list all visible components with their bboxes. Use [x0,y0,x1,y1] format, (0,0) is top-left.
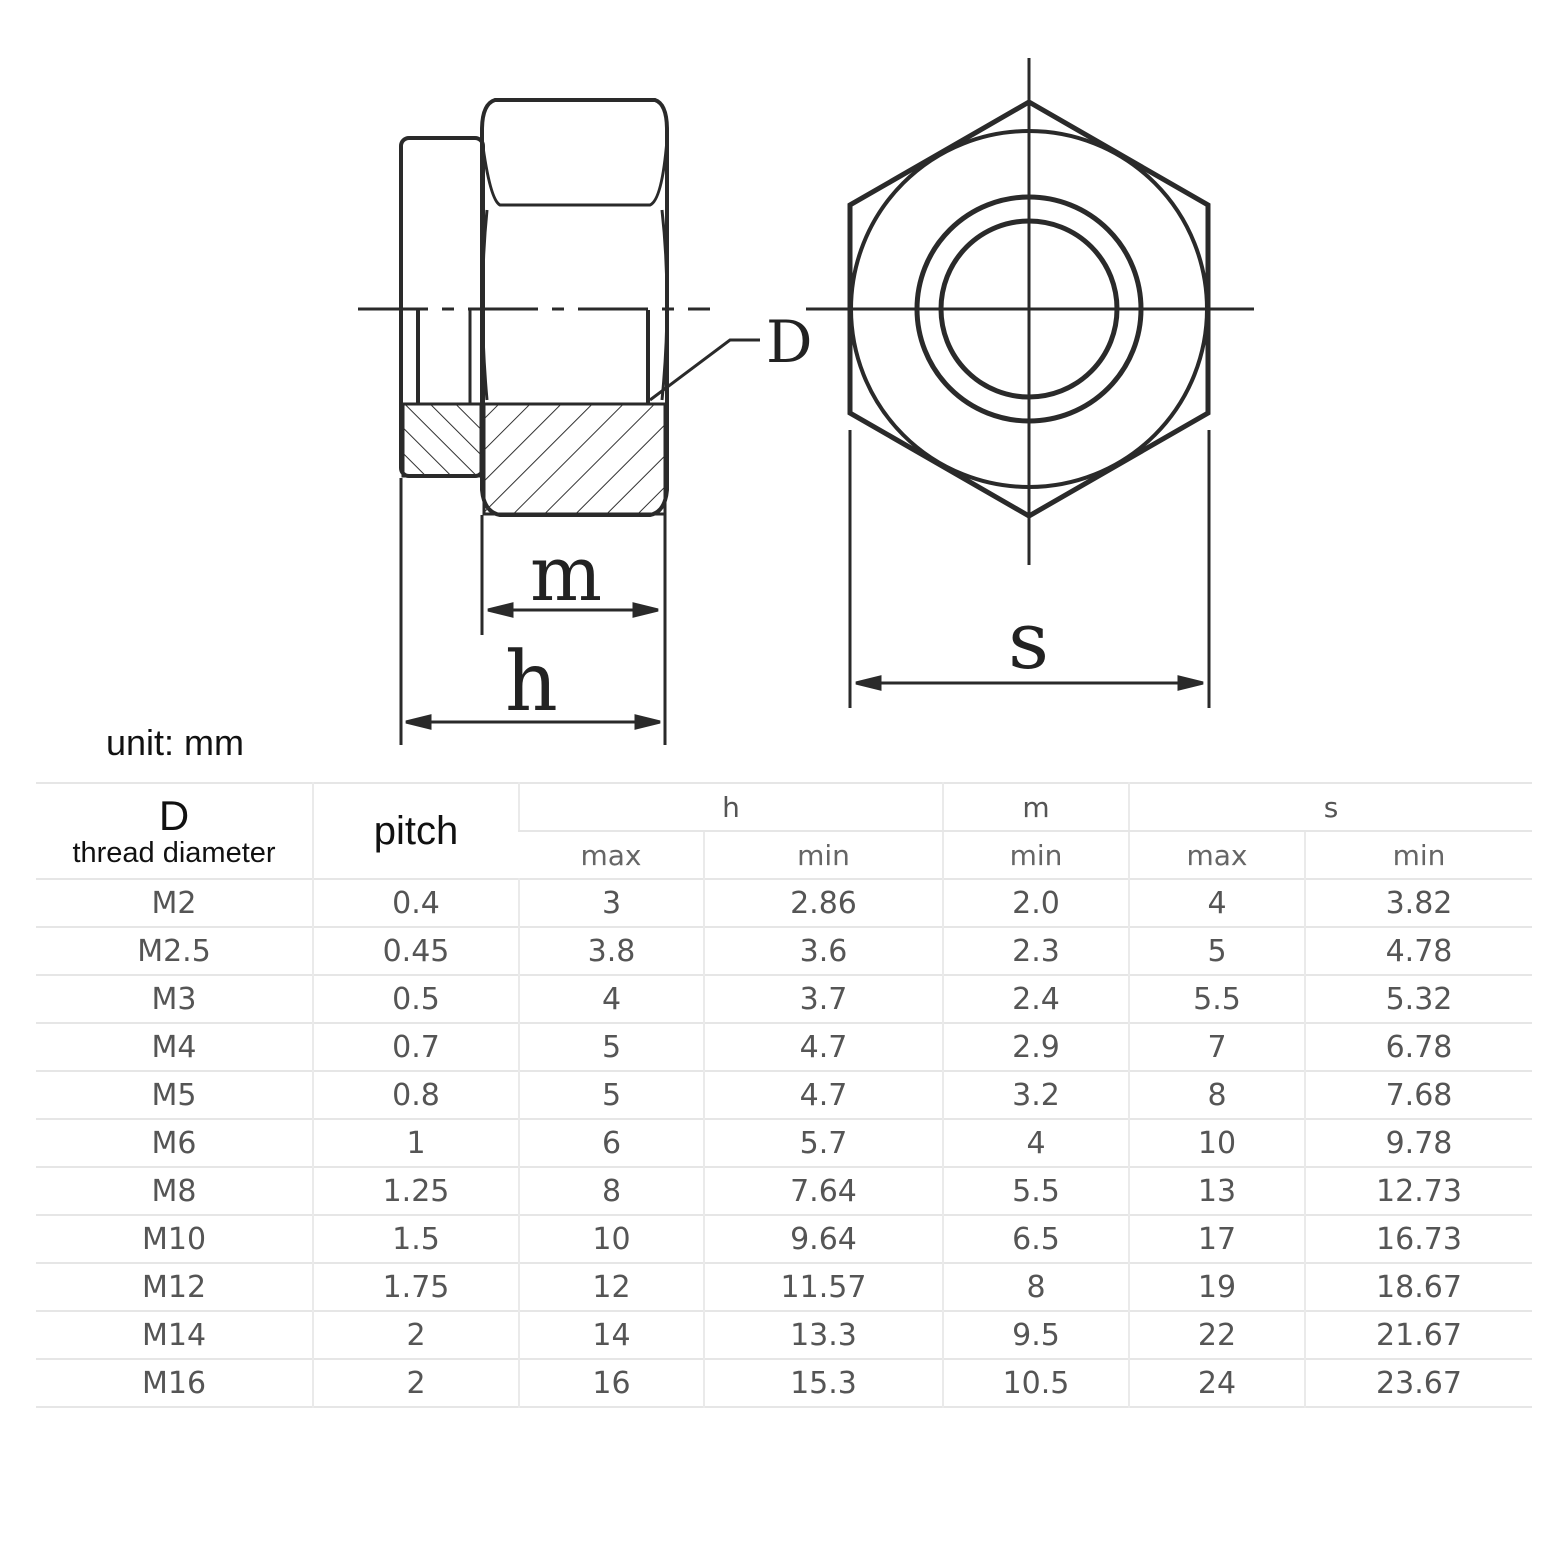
cell-s-max: 10 [1129,1119,1305,1167]
cell-s-max: 22 [1129,1311,1305,1359]
table-row [36,1311,1532,1359]
cell-h-min: 9.64 [704,1215,943,1263]
cell-thread-size: M8 [151,1173,197,1209]
header-pitch: pitch [313,783,519,879]
h-dimension-label: h [505,635,558,730]
cell-s-min: 9.78 [1305,1119,1532,1167]
cell-h-min: 4.7 [704,1071,943,1119]
cell-m-min: 4 [943,1119,1129,1167]
cell-thread-size: M2.5 [137,933,211,969]
cell-m-min: 10.5 [943,1359,1129,1407]
table-row [36,1215,1532,1263]
header-h: h [519,783,943,831]
header-s: s [1129,783,1532,831]
cell-pitch: 1.5 [313,1215,519,1263]
cell-thread-size: M4 [151,1029,197,1065]
cell-h-min: 4.7 [704,1023,943,1071]
cell-s-min: 23.67 [1305,1359,1532,1407]
cell-pitch: 1 [313,1119,519,1167]
cell-h-min: 5.7 [704,1119,943,1167]
cell-h-max: 5 [519,1071,704,1119]
cell-pitch: 2 [313,1311,519,1359]
cell-h-max: 5 [519,1023,704,1071]
cell-h-min: 15.3 [704,1359,943,1407]
dimension-table [36,782,1532,1408]
cell-thread-size: M2 [151,885,197,921]
header-m-min: min [943,831,1129,879]
cell-pitch: 2 [313,1359,519,1407]
cell-s-max: 4 [1129,879,1305,927]
cell-m-min: 3.2 [943,1071,1129,1119]
cell-thread-size: M12 [141,1269,207,1305]
cell-s-max: 5 [1129,927,1305,975]
cell-s-min: 21.67 [1305,1311,1532,1359]
cell-s-max: 19 [1129,1263,1305,1311]
table-row [36,879,1532,927]
cell-m-min: 2.3 [943,927,1129,975]
cell-thread-size: M16 [141,1365,207,1401]
header-s-max: max [1129,831,1305,879]
cell-m-min: 8 [943,1263,1129,1311]
cell-h-min: 13.3 [704,1311,943,1359]
cell-s-min: 16.73 [1305,1215,1532,1263]
header-m: m [943,783,1129,831]
cell-m-min: 5.5 [943,1167,1129,1215]
cell-h-max: 4 [519,975,704,1023]
cell-s-min: 5.32 [1305,975,1532,1023]
cell-thread-size: M3 [151,981,197,1017]
unit-label: unit: mm [106,722,245,763]
cell-m-min: 2.0 [943,879,1129,927]
table-row [36,1359,1532,1407]
cell-s-max: 13 [1129,1167,1305,1215]
table-row [36,975,1532,1023]
s-dimension-label: s [1008,594,1050,687]
header-h-min: min [704,831,943,879]
front-view [806,58,1254,565]
cell-pitch: 0.8 [313,1071,519,1119]
cell-m-min: 2.9 [943,1023,1129,1071]
cell-s-min: 3.82 [1305,879,1532,927]
cell-m-min: 9.5 [943,1311,1129,1359]
cell-h-max: 14 [519,1311,704,1359]
cell-m-min: 6.5 [943,1215,1129,1263]
cell-s-max: 17 [1129,1215,1305,1263]
d-dimension-label: D [766,308,813,376]
header-d-sub: thread diameter [72,836,276,869]
header-d-main: D [158,791,190,839]
table-row [36,1071,1532,1119]
cell-m-min: 2.4 [943,975,1129,1023]
cell-thread-size: M6 [151,1125,197,1161]
cell-pitch: 0.4 [313,879,519,927]
m-dimension-label: m [530,529,603,618]
cell-pitch: 0.5 [313,975,519,1023]
cell-h-max: 3 [519,879,704,927]
header-thread-diameter [36,783,313,879]
cell-s-min: 6.78 [1305,1023,1532,1071]
cell-h-max: 10 [519,1215,704,1263]
cell-h-min: 3.6 [704,927,943,975]
table-row [36,1023,1532,1071]
cell-s-min: 12.73 [1305,1167,1532,1215]
cell-thread-size: M14 [141,1317,207,1353]
cell-h-min: 11.57 [704,1263,943,1311]
cell-h-max: 3.8 [519,927,704,975]
cell-thread-size: M10 [141,1221,207,1257]
cell-s-max: 5.5 [1129,975,1305,1023]
cell-h-max: 12 [519,1263,704,1311]
cell-pitch: 1.75 [313,1263,519,1311]
cell-h-min: 2.86 [704,879,943,927]
cell-h-max: 8 [519,1167,704,1215]
cell-pitch: 0.45 [313,927,519,975]
table-row [36,1119,1532,1167]
cell-h-min: 7.64 [704,1167,943,1215]
header-s-min: min [1305,831,1532,879]
cell-pitch: 1.25 [313,1167,519,1215]
cell-h-max: 6 [519,1119,704,1167]
cell-h-max: 16 [519,1359,704,1407]
nut-technical-drawing [0,0,1568,760]
cell-s-min: 4.78 [1305,927,1532,975]
cell-s-max: 8 [1129,1071,1305,1119]
hatched-section-body [484,404,665,514]
table-row [36,927,1532,975]
cell-pitch: 0.7 [313,1023,519,1071]
cell-s-min: 7.68 [1305,1071,1532,1119]
cell-h-min: 3.7 [704,975,943,1023]
table-row [36,1167,1532,1215]
cell-thread-size: M5 [151,1077,197,1113]
hatched-section-insert [403,404,481,476]
cell-s-min: 18.67 [1305,1263,1532,1311]
header-h-max: max [580,838,642,872]
table-header-group-row [36,783,1532,831]
cell-s-max: 7 [1129,1023,1305,1071]
cell-s-max: 24 [1129,1359,1305,1407]
table-row [36,1263,1532,1311]
